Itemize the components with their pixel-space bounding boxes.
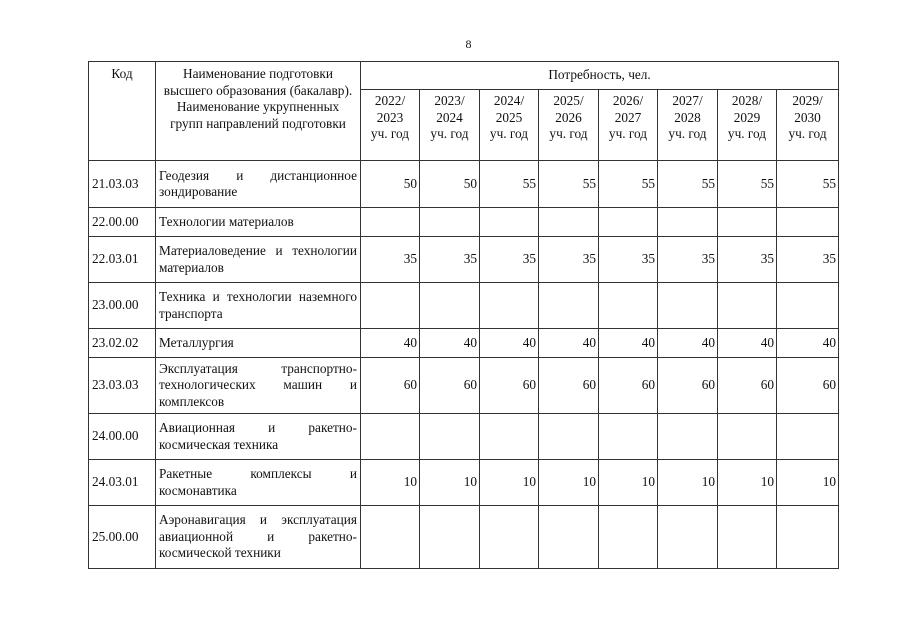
row-value xyxy=(480,414,539,460)
row-value: 35 xyxy=(361,237,420,283)
row-code: 23.02.02 xyxy=(89,329,156,358)
header-year-y2: 2030 xyxy=(794,109,821,125)
header-year xyxy=(599,90,658,161)
row-value: 40 xyxy=(361,329,420,358)
table-row xyxy=(89,161,839,208)
row-value xyxy=(658,506,718,569)
row-value: 60 xyxy=(599,358,658,414)
row-name: Геодезия и дистанционное зондирование xyxy=(156,161,361,208)
row-value xyxy=(361,208,420,237)
row-value xyxy=(777,414,839,460)
row-value: 35 xyxy=(539,237,599,283)
table-row xyxy=(89,506,839,569)
header-row-1 xyxy=(89,62,839,90)
row-code: 23.03.03 xyxy=(89,358,156,414)
row-value: 40 xyxy=(539,329,599,358)
header-year-unit: уч. год xyxy=(370,126,410,141)
row-value xyxy=(658,414,718,460)
row-value: 60 xyxy=(658,358,718,414)
header-year-unit: уч. год xyxy=(788,126,827,141)
row-value xyxy=(480,506,539,569)
row-code: 24.00.00 xyxy=(89,414,156,460)
table-row xyxy=(89,208,839,237)
row-value: 55 xyxy=(718,161,777,208)
header-year-unit: уч. год xyxy=(489,126,529,141)
row-value xyxy=(599,414,658,460)
row-value: 50 xyxy=(420,161,480,208)
header-name: Наименование подготовки высшего образования (бакалавр). Наименование укрупненных групп направлений подготовки xyxy=(156,62,361,161)
table-row xyxy=(89,283,839,329)
row-value xyxy=(658,283,718,329)
row-value xyxy=(420,283,480,329)
row-value: 40 xyxy=(599,329,658,358)
row-value xyxy=(718,414,777,460)
row-code: 22.03.01 xyxy=(89,237,156,283)
row-name: Ракетные комплексы и космонавтика xyxy=(156,460,361,506)
row-value xyxy=(539,208,599,237)
header-year-unit: уч. год xyxy=(608,126,648,141)
header-year-y2: 2029 xyxy=(733,109,761,125)
row-value xyxy=(599,506,658,569)
header-year xyxy=(777,90,839,161)
header-year-y1: 2029/ xyxy=(792,93,823,108)
row-value: 60 xyxy=(718,358,777,414)
header-year xyxy=(361,90,420,161)
row-value: 60 xyxy=(361,358,420,414)
header-year-y1: 2026/ xyxy=(612,93,644,108)
row-value xyxy=(361,506,420,569)
header-year-y1: 2028/ xyxy=(731,93,763,108)
header-year-y2: 2026 xyxy=(555,109,582,125)
header-year-unit: уч. год xyxy=(727,126,767,141)
row-code: 22.00.00 xyxy=(89,208,156,237)
header-year-unit: уч. год xyxy=(668,126,707,141)
row-value: 10 xyxy=(420,460,480,506)
header-year-y2: 2023 xyxy=(376,109,404,125)
row-value: 55 xyxy=(658,161,718,208)
row-value: 10 xyxy=(718,460,777,506)
row-value: 55 xyxy=(777,161,839,208)
row-value xyxy=(539,283,599,329)
row-value xyxy=(420,414,480,460)
row-value: 40 xyxy=(777,329,839,358)
header-year xyxy=(658,90,718,161)
row-value xyxy=(361,414,420,460)
demand-table xyxy=(88,61,839,569)
row-value: 10 xyxy=(480,460,539,506)
row-value: 60 xyxy=(480,358,539,414)
row-code: 23.00.00 xyxy=(89,283,156,329)
row-value xyxy=(480,208,539,237)
table-row xyxy=(89,460,839,506)
row-name: Металлургия xyxy=(156,329,361,358)
row-value: 10 xyxy=(599,460,658,506)
row-code: 25.00.00 xyxy=(89,506,156,569)
row-code: 21.03.03 xyxy=(89,161,156,208)
row-value xyxy=(361,283,420,329)
row-value: 10 xyxy=(658,460,718,506)
header-year xyxy=(539,90,599,161)
row-value: 10 xyxy=(777,460,839,506)
row-value: 35 xyxy=(718,237,777,283)
row-value: 40 xyxy=(480,329,539,358)
row-value xyxy=(420,506,480,569)
row-value: 55 xyxy=(599,161,658,208)
row-value: 40 xyxy=(420,329,480,358)
table-row xyxy=(89,358,839,414)
table-row xyxy=(89,414,839,460)
row-value xyxy=(420,208,480,237)
header-year-y1: 2025/ xyxy=(553,93,584,108)
row-value xyxy=(777,208,839,237)
row-value: 50 xyxy=(361,161,420,208)
row-value xyxy=(480,283,539,329)
row-value: 60 xyxy=(420,358,480,414)
table-row xyxy=(89,329,839,358)
row-value xyxy=(658,208,718,237)
header-year-y2: 2024 xyxy=(436,109,463,125)
header-year-unit: уч. год xyxy=(430,126,469,141)
row-value: 35 xyxy=(658,237,718,283)
row-value xyxy=(599,208,658,237)
row-value xyxy=(539,506,599,569)
row-value xyxy=(777,506,839,569)
header-year-unit: уч. год xyxy=(549,126,588,141)
row-name: Аэронавигация и эксплуатация авиационной и ракетно-космической техники xyxy=(156,506,361,569)
row-value: 10 xyxy=(361,460,420,506)
page-number: 8 xyxy=(465,37,472,51)
row-value: 10 xyxy=(539,460,599,506)
row-value: 55 xyxy=(539,161,599,208)
header-year-y1: 2022/ xyxy=(374,93,406,108)
row-name: Техника и технологии наземного транспорта xyxy=(156,283,361,329)
header-need: Потребность, чел. xyxy=(361,62,839,90)
row-value xyxy=(599,283,658,329)
row-value xyxy=(777,283,839,329)
header-code: Код xyxy=(89,62,156,161)
header-year-y2: 2027 xyxy=(614,109,642,125)
header-year xyxy=(718,90,777,161)
row-value: 35 xyxy=(420,237,480,283)
row-value: 55 xyxy=(480,161,539,208)
row-value: 35 xyxy=(480,237,539,283)
header-year-y2: 2025 xyxy=(495,109,523,125)
row-code: 24.03.01 xyxy=(89,460,156,506)
row-name: Технологии материалов xyxy=(156,208,361,237)
header-year xyxy=(420,90,480,161)
row-value: 60 xyxy=(539,358,599,414)
row-value: 40 xyxy=(718,329,777,358)
row-value: 35 xyxy=(599,237,658,283)
table-row xyxy=(89,237,839,283)
row-value xyxy=(718,208,777,237)
header-year-y2: 2028 xyxy=(674,109,701,125)
row-value xyxy=(539,414,599,460)
row-value: 60 xyxy=(777,358,839,414)
row-value: 35 xyxy=(777,237,839,283)
row-value xyxy=(718,283,777,329)
header-year-y1: 2024/ xyxy=(493,93,525,108)
row-name: Материаловедение и технологии материалов xyxy=(156,237,361,283)
row-name: Эксплуатация транспортно-технологических машин и комплексов xyxy=(156,358,361,414)
header-year xyxy=(480,90,539,161)
header-year-y1: 2027/ xyxy=(672,93,703,108)
row-name: Авиационная и ракетно-космическая техника xyxy=(156,414,361,460)
row-value: 40 xyxy=(658,329,718,358)
header-year-y1: 2023/ xyxy=(434,93,465,108)
row-value xyxy=(718,506,777,569)
